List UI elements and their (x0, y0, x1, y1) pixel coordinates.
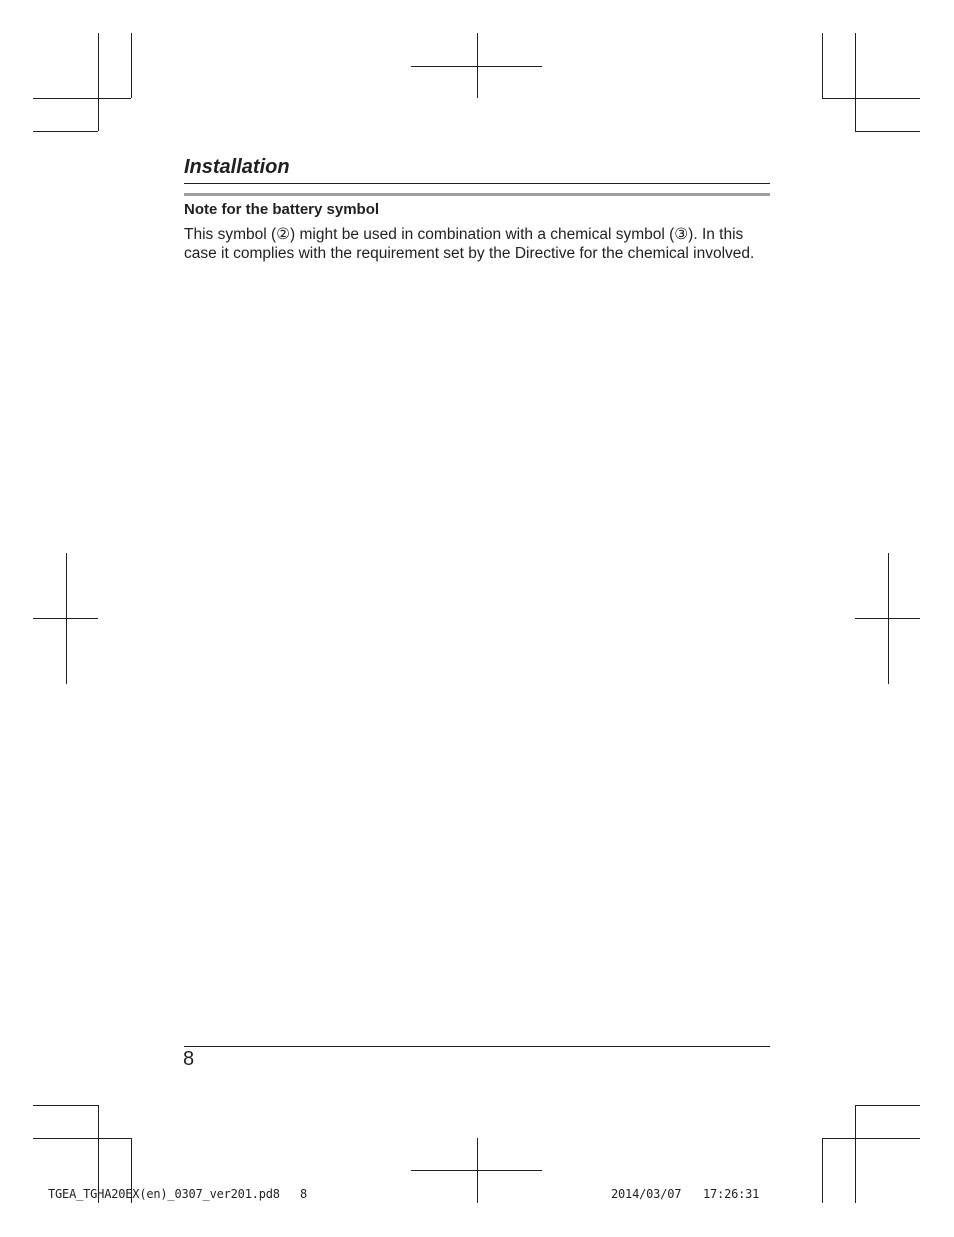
crop-mark-line (33, 131, 98, 132)
slug-filename: TGEA_TGHA20EX(en)_0307_ver201.pd8 (48, 1187, 280, 1201)
header-rule (184, 183, 770, 184)
crop-mark-line (855, 33, 856, 131)
crop-mark-line (33, 1138, 131, 1139)
crop-mark-line (411, 1170, 542, 1171)
slug-page: 8 (300, 1187, 308, 1201)
note-body: This symbol (②) might be used in combination with a chemical symbol (③). In this case it complies with the requirement set by the Directive for the chemical involved. (184, 226, 755, 262)
crop-mark-line (131, 33, 132, 98)
crop-mark-line (855, 1105, 856, 1203)
page-number: 8 (183, 1048, 195, 1070)
crop-mark-line (822, 1138, 823, 1203)
slug-time: 17:26:31 (703, 1187, 760, 1201)
crop-mark-line (822, 98, 920, 99)
crop-mark-line (822, 33, 823, 98)
crop-mark-line (411, 66, 542, 67)
section-title: Installation (184, 156, 290, 178)
crop-mark-line (855, 1105, 920, 1106)
crop-mark-line (33, 98, 131, 99)
crop-mark-line (33, 1105, 98, 1106)
footer-rule (184, 1046, 770, 1047)
crop-mark-line (98, 33, 99, 131)
crop-mark-line (855, 618, 920, 619)
crop-mark-line (33, 618, 98, 619)
note-heading: Note for the battery symbol (184, 201, 380, 218)
crop-mark-line (822, 1138, 920, 1139)
slug-date: 2014/03/07 (611, 1187, 682, 1201)
crop-mark-line (855, 131, 920, 132)
header-grey-rule (184, 193, 770, 196)
